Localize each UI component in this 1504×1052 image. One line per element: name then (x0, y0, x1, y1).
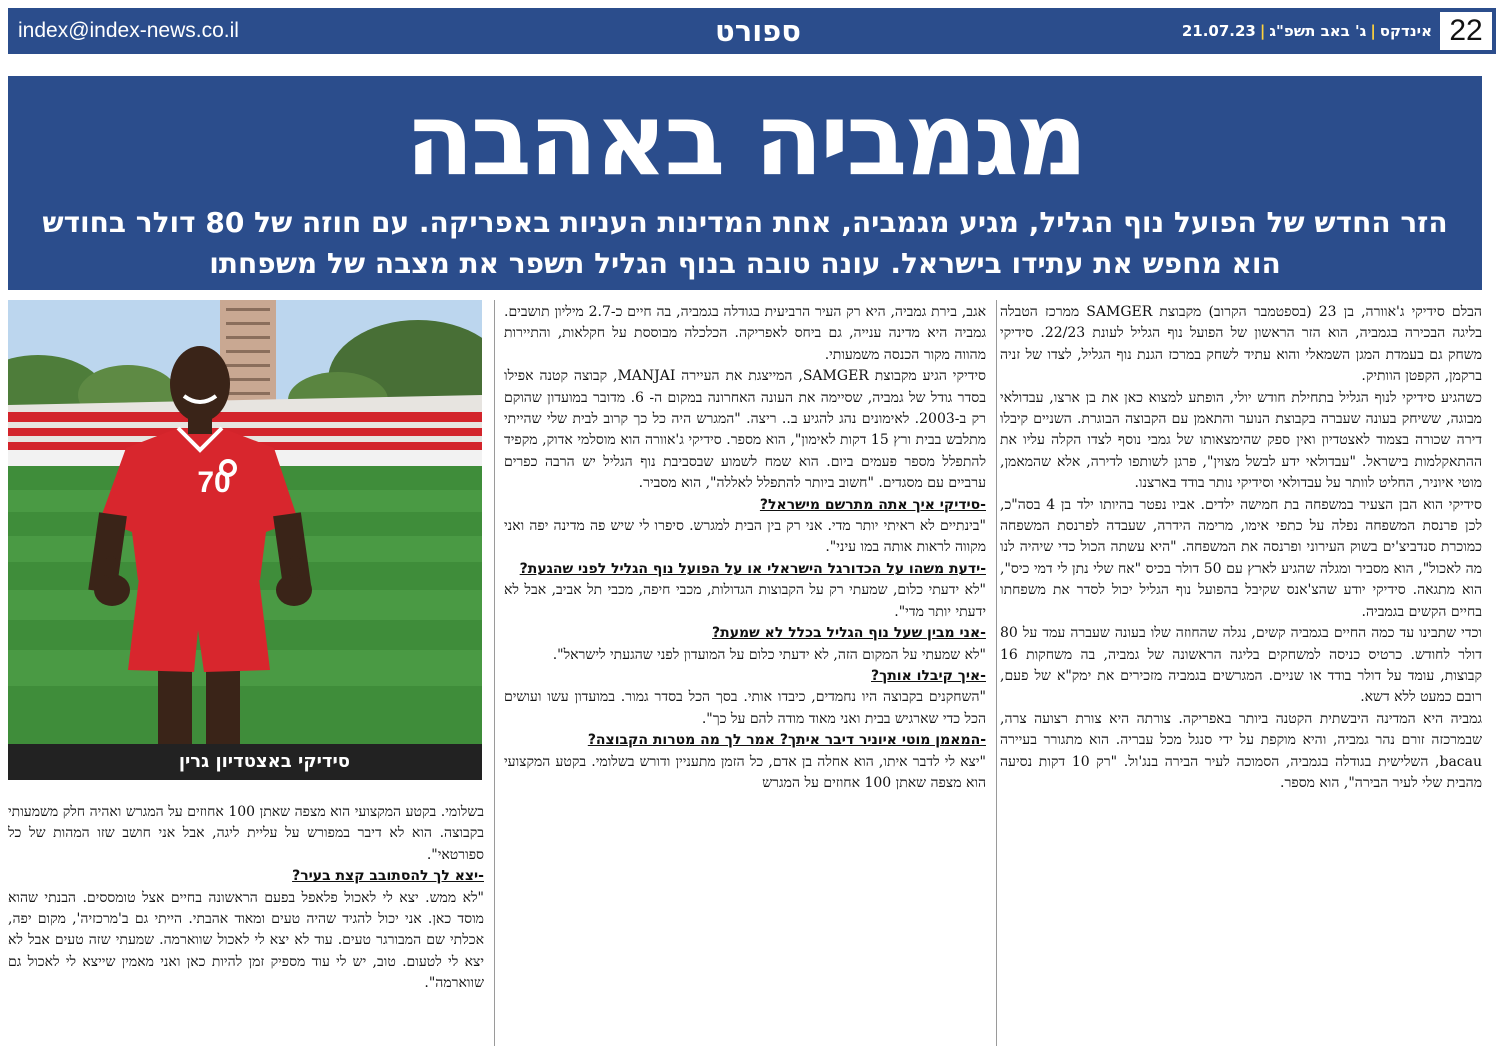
article-paragraph: "בינתיים לא ראיתי יותר מדי. אני רק בין הבית למגרש. סיפרו לי שיש פה מדינה יפה ואני מקווה לראות אותה במו עיני". (504, 518, 986, 556)
article-paragraph: "השחקנים בקבוצה היו נחמדים, כיבדו אותי. בסך הכל בסדר גמור. במועדון עשו ועושים הכל כדי שארגיש בבית ואני מאוד מודה להם על כך". (504, 689, 986, 727)
headline-box (8, 76, 1482, 290)
issue-date: 21.07.23 (1181, 22, 1256, 40)
article-paragraph: וכדי שתבינו עד כמה החיים בגמביה קשים, נגלה שהחוזה שלו בעונה שעברה עמד על 80 דולר לחודש. כרטיס כניסה למשחקים בליגה הראשונה של גמביה, בה משחקות 16 קבוצות, עומד על דולר בודד או שניים. המגרשים בגמביה מזכירים את ימק"א של פעם, רובם כמעט ללא דשא. (1000, 625, 1482, 706)
top-bar (8, 8, 1496, 54)
photo-caption: סידיקי באצטדיון גרין (178, 751, 350, 772)
interview-question: -המאמן מוטי איוניר דיבר איתך? אמר לך מה מטרות הקבוצה? (587, 732, 986, 749)
article-paragraph: "יצא לי לדבר איתו, הוא אחלה בן אדם, כל הזמן מתעניין ודורש בשלומי. בקטע המקצועי הוא מצפה שאתן 100 אחוזים על המגרש (504, 753, 986, 791)
subheadline: הזר החדש של הפועל נוף הגליל, מגיע מגמביה, אחת המדינות העניות באפריקה. עם חוזה של 80 דולר בחודש הוא מחפש את עתידו בישראל. עונה טובה בנוף הגליל תשפר את מצבה של משפחתו (42, 206, 1448, 280)
article-paragraph: אגב, בירת גמביה, היא רק העיר הרביעית בגודלה בגמביה, בה חיים כ-2.7 מיליון תושבים. גמביה היא מדינה ענייה, גם ביחס לאפריקה. הכלכלה מבוססת על חקלאות, והתיירות מהווה מקור הכנסה משמעותי. (504, 304, 986, 363)
headline: מגמביה באהבה (405, 81, 1085, 198)
interview-question: -ידעת משהו על הכדורגל הישראלי או על הפועל נוף הגליל לפני שהגעת? (519, 560, 986, 577)
article-paragraph: הבלם סידיקי ג'אוורה, בן 23 (בספטמבר הקרוב) מקבוצת SAMGER ממרכז הטבלה בליגה הבכירה בגמביה, הוא הזר הראשון של הפועל נוף הגליל לעונת 22/23. סידיקי משחק גם בעמדת המגן השמאלי והוא עתיד לשחק במרכז הגנת נוף הגליל, לצדו של זניה ברקמן, הקפטן הוותיק. (1000, 304, 1482, 385)
section-title: ספורט (715, 14, 801, 48)
shirt-number: 70 (197, 466, 231, 499)
article-paragraph: בשלומי. בקטע המקצועי הוא מצפה שאתן 100 אחוזים על המגרש ואהיה חלק משמעותי בקבוצה. הוא לא דיבר במפורש על עליית ליגה, אבל אני חושב שזו המהות של כל ספורטאי". (8, 804, 484, 863)
photo-illustration (8, 300, 482, 744)
separator: | (1259, 22, 1266, 40)
player-photo (8, 300, 482, 744)
separator: | (1370, 22, 1376, 40)
contact-email[interactable]: index@index-news.co.il (18, 19, 239, 42)
issue-info (1182, 8, 1432, 54)
interview-question: -סידיקי איך אתה מתרשם מישראל? (759, 496, 986, 513)
column-divider (494, 300, 495, 1046)
paper-name: אינדקס (1379, 22, 1432, 40)
article-paragraph: "לא שמעתי על המקום הזה, לא ידעתי כלום על המועדון לפני שהגעתי לישראל". (552, 646, 986, 663)
article-paragraph: סידיקי הוא הבן הצעיר במשפחה בת חמישה ילדים. אביו נפטר בהיותו ילד בן 4 בסה"כ, לכן פרנסת המשפחה נפלה על כתפי אימו, מרימה הידרה, שעבדה לפרנסת המשפחה כמוכרת סנדביצ'ים בשוק העירוני ופרנסה את המשפחה. "היא עשתה הכול כדי שיהיה לנו מה לאכול", הוא מסביר ומגלה שהגיע לארץ עם 50 דולר בכיס "אח שלי נתן לי דמי כיס", הוא מתגאה. סידיקי יודע שהצ'אנס שקיבל בהפועל נוף הגליל יכול לסדר את משפחתו בחיים הקשים בגמביה. (1000, 496, 1482, 620)
interview-question: -איך קיבלו אותך? (871, 667, 986, 684)
article-paragraph: "לא ידעתי כלום, שמעתי רק על הקבוצות הגדולות, מכבי חיפה, מכבי תל אביב, אבל לא ידעתי יותר מדי". (504, 582, 986, 620)
interview-question: -יצא לך להסתובב קצת בעיר? (292, 868, 484, 885)
hebrew-date: ג' באב תשפ"ג (1269, 22, 1367, 40)
article-column-left (8, 802, 484, 1046)
article-paragraph: גמביה היא המדינה היבשתית הקטנה ביותר באפריקה. צורתה היא צורת רצועה צרה, שבמרכזה זורם נהר גמביה, והיא מוקפת על ידי סנגל מכל עבריה. הוא מתגורר בעיירה bacau, השלישית בגודלה בגמביה, הסמוכה לעיר הבירה בנג'ול. "רק 10 דקות נסיעה מהבית שלי לעיר הבירה", הוא מספר. (1000, 710, 1482, 791)
article-column-right (1000, 302, 1482, 1046)
article-paragraph: סידיקי הגיע מקבוצת SAMGER, המייצגת את העיירה MANJAI, קבוצה קטנה אפילו בסדר גודל של גמביה, שסיימה את העונה האחרונה במקום ה- 6. מדובר במועדון שהוקם רק ב-2003. לאימונים נהג להגיע ב.. ריצה. "המגרש היה כל כך קרוב לבית שלי שהייתי מתלבש בבית ורץ 15 דקות לאימון", הוא מספר. סידיקי ג'אוורה הוא מוסלמי אדוק, מקפיד להתפלל מספר פעמים ביום. הוא שמח לשמוע שבסביבת נוף הגליל יש הרבה כפרים ערביים עם מסגדים. "חשוב ביותר להתפלל לאללה", הוא מסביר. (504, 368, 986, 492)
article-paragraph: כשהגיע סידיקי לנוף הגליל בתחילת חודש יולי, הופתע למצוא כאן את בן ארצו, עבדולאי מבוגה, ששיחק בעונה שעברה בקבוצת הנוער והתאמן עם הקבוצה הבוגרת. השניים קיבלו דירה שכורה בצמוד לאצטדיון ואין ספק שהימצאותו של גמבי נוסף לצדו הקלה עליו את ההתאקלמות בישראל. "עבדולאי ידע לבשל מצוין", פרגן לשותפו לדירה, אלא שהמאמן, מוטי איוניר, החליט לוותר על עבדולאי וסידיקי נותר בודד בארצנו. (1000, 389, 1482, 492)
article-paragraph: "לא ממש. יצא לי לאכול פלאפל בפעם הראשונה בחיים אצל טומססים. הבנתי שהוא מוסד כאן. אני יכול להגיד שהיה טעים ומאוד אהבתי. הייתי גם ב'מרכזיה', מקום יפה, אכלתי שם המבורגר טעים. עוד לא יצא לי לאכול שווארמה. שמעתי שזה טעים אבל לא יצא לי לטעום. טוב, יש לי עוד מספיק זמן להיות כאן ואני מאמין שייצא לי לאכול גם שווארמה". (8, 889, 484, 992)
photo-caption-bar (8, 744, 482, 780)
interview-question: -אני מבין שעל נוף הגליל בכלל לא שמעת? (712, 625, 986, 642)
page-number: 22 (1440, 12, 1492, 50)
column-divider (996, 300, 997, 1046)
article-column-middle (504, 302, 986, 1046)
